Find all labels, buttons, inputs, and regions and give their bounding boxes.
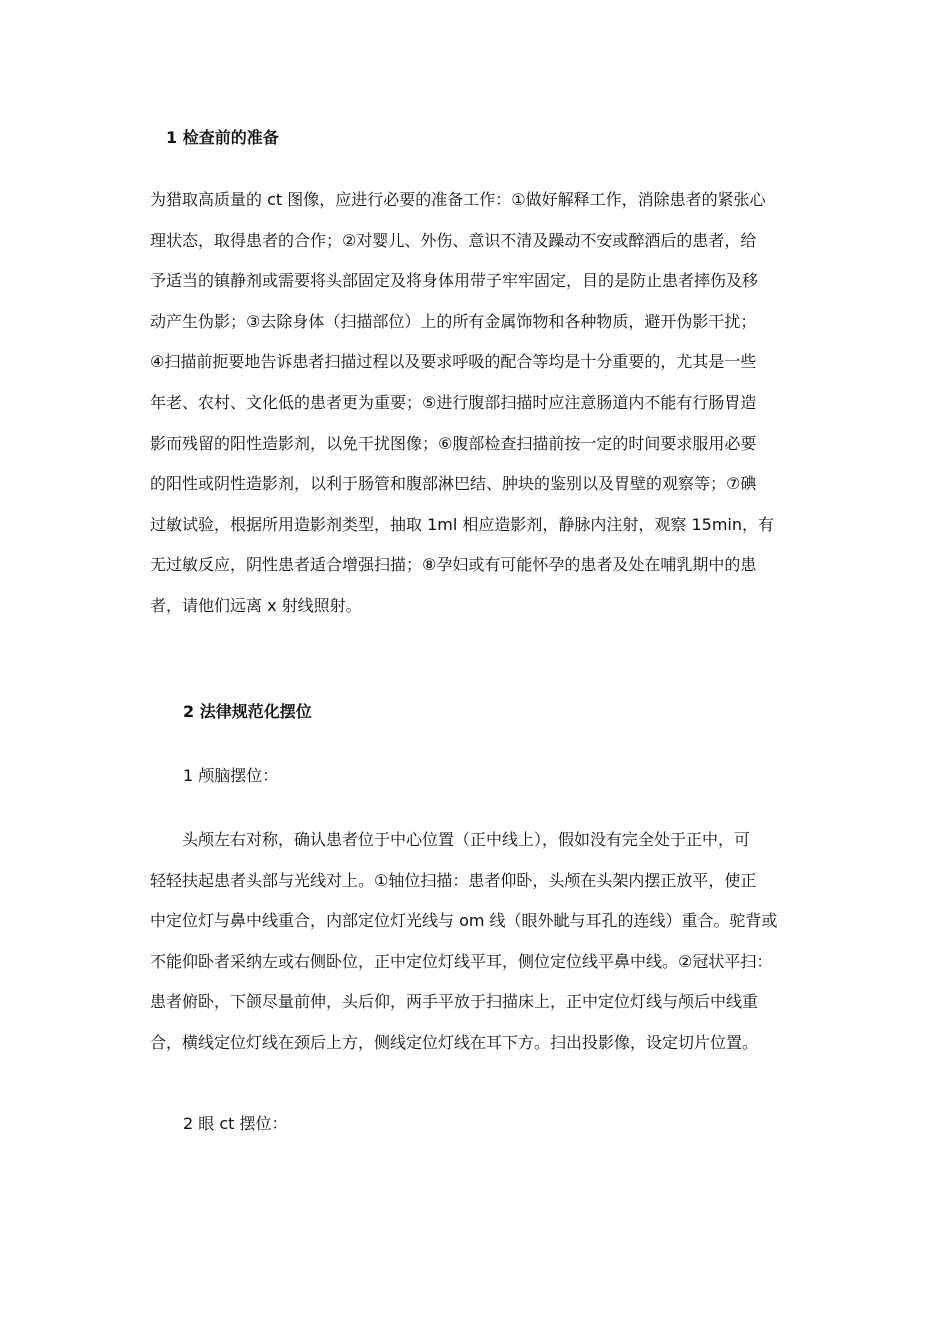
paragraph-line: 合，横线定位灯线在颈后上方，侧线定位灯线在耳下方。扫出投影像，设定切片位置。 — [150, 1032, 759, 1052]
paragraph-line: 患者俯卧，下颌尽量前伸，头后仰，两手平放于扫描床上，正中定位灯线与颅后中线重 — [150, 992, 759, 1012]
paragraph-line: ④扫描前扼要地告诉患者扫描过程以及要求呼吸的配合等均是十分重要的，尤其是一些 — [150, 352, 757, 372]
paragraph-line: 予适当的镇静剂或需要将头部固定及将身体用带子牢牢固定，目的是防止患者摔伤及移 — [150, 271, 759, 291]
paragraph-line: 过敏试验，根据所用造影剂类型，抽取 1ml 相应造影剂，静脉内注射，观察 15min，有 — [150, 514, 775, 534]
paragraph-line: 无过敏反应，阴性患者适合增强扫描；⑧孕妇或有可能怀孕的患者及处在哺乳期中的患 — [150, 555, 757, 575]
paragraph-line: 中定位灯与鼻中线重合，内部定位灯光线与 om 线（眼外眦与耳孔的连线）重合。驼背或 — [150, 911, 778, 931]
paragraph-line: 为猎取高质量的 ct 图像，应进行必要的准备工作：①做好解释工作，消除患者的紧张心 — [150, 190, 766, 209]
paragraph-line: 年老、农村、文化低的患者更为重要；⑤进行腹部扫描时应注意肠道内不能有行肠胃造 — [150, 392, 757, 412]
subsection-1-paragraph — [150, 820, 810, 1064]
paragraph-line: 动产生伪影；③去除身体（扫描部位）上的所有金属饰物和各种物质，避开伪影干扰； — [150, 311, 757, 331]
section-1-paragraph — [150, 180, 810, 627]
paragraph-line: 不能仰卧者采纳左或右侧卧位，正中定位灯线平耳，侧位定位线平鼻中线。②冠状平扫： — [150, 951, 773, 971]
paragraph-line: 理状态，取得患者的合作；②对婴儿、外伤、意识不清及躁动不安或醉酒后的患者，给 — [150, 230, 757, 250]
paragraph-line: 的阳性或阴性造影剂，以利于肠管和腹部淋巴结、肿块的鉴别以及胃壁的观察等；⑦碘 — [150, 474, 757, 494]
subsection-2-title: 2 眼 ct 摆位： — [183, 1114, 288, 1133]
paragraph-line: 轻轻扶起患者头部与光线对上。①轴位扫描：患者仰卧，头颅在头架内摆正放平，使正 — [150, 870, 757, 890]
paragraph-line: 者，请他们远离 x 射线照射。 — [150, 595, 362, 615]
paragraph-line: 头颅左右对称，确认患者位于中心位置（正中线上），假如没有完全处于正中，可 — [182, 830, 751, 849]
section-2-heading: 2 法律规范化摆位 — [183, 702, 312, 721]
section-1-heading: 1 检查前的准备 — [166, 128, 279, 147]
subsection-1-title: 1 颅脑摆位： — [183, 766, 279, 785]
paragraph-line: 影而残留的阳性造影剂，以免干扰图像；⑥腹部检查扫描前按一定的时间要求服用必要 — [150, 433, 757, 453]
